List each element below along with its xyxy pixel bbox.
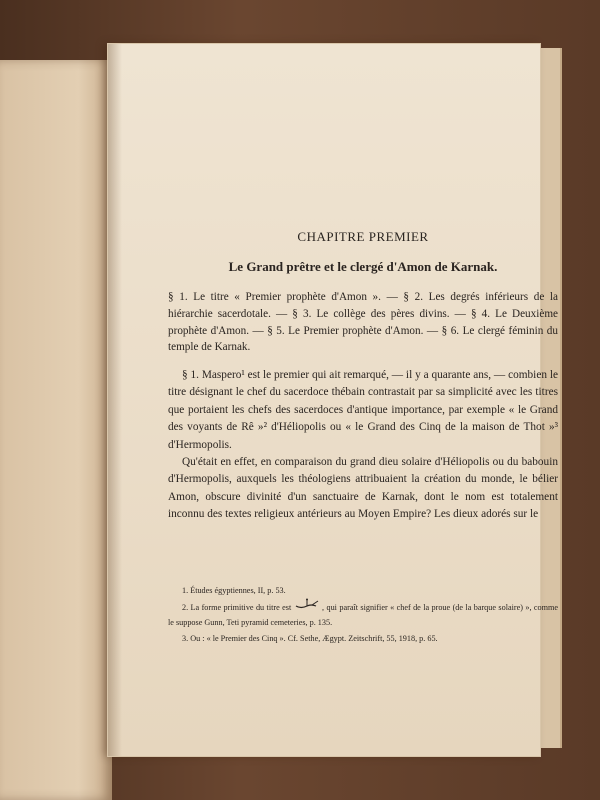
summary-text: § 1. Le titre « Premier prophète d'Amon ». — § 2. Les degrés inférieurs de la hiérarchie sacerdotale. — § 3. Le collège des pères divins. — § 4. Le Deuxième prophète d'Amon. — § 5. Le Premier prophète d'Amon. — § 6. Le clergé féminin du temple de Karnak.: [168, 291, 558, 354]
paragraph-2: Qu'était en effet, en comparaison du grand dieu solaire d'Héliopolis ou du babouin d'Hermopolis, auxquels les théologiens attribuaient la création du monde, le bélier Amon, obscure divinité d'un sanctuaire de Karnak, dont le nom est totalement inconnu des textes religieux antérieurs au Moyen Empire? Les dieux adorés sur le: [168, 456, 558, 521]
footnote-2-end: , qui paraît signifier « chef de la proue (de la barque solaire) », comme le suppose Gunn, Teti pyramid cemeteries, p. 135.: [168, 603, 559, 628]
page-content: [168, 0, 558, 800]
chapter-heading: Le Grand prêtre et le clergé d'Amon de Karnak.: [228, 259, 498, 274]
chapter-title: CHAPITRE PREMIER: [297, 229, 429, 244]
paragraph-1: § 1. Maspero¹ est le premier qui ait remarqué, — il y a quarante ans, — combien le titre désignant le chef du sacerdoce thébain contrastait par sa simplicité avec les titres que portaient les chefs des sacerdoces d'antique importance, par exemple « le Grand des voyants de Rê »² d'Héliopolis ou « le Grand des Cinq de la maison de Thot »³ d'Hermopolis.: [168, 369, 558, 451]
footnote-2-start: 2. La forme primitive du titre est: [182, 603, 292, 613]
footnotes: [168, 583, 558, 646]
chapter-summary: [168, 289, 558, 356]
footnote-2: [168, 598, 558, 630]
footnote-3: 3. Ou : « le Premier des Cinq ». Cf. Sethe, Ægypt. Zeitschrift, 55, 1918, p. 65.: [182, 633, 438, 643]
footnote-1: 1. Études égyptiennes, II, p. 53.: [182, 586, 286, 595]
hieroglyph-icon: [294, 598, 320, 610]
left-page-edge: [0, 60, 112, 800]
gutter-shadow: [108, 44, 122, 756]
body-text: [168, 367, 558, 524]
